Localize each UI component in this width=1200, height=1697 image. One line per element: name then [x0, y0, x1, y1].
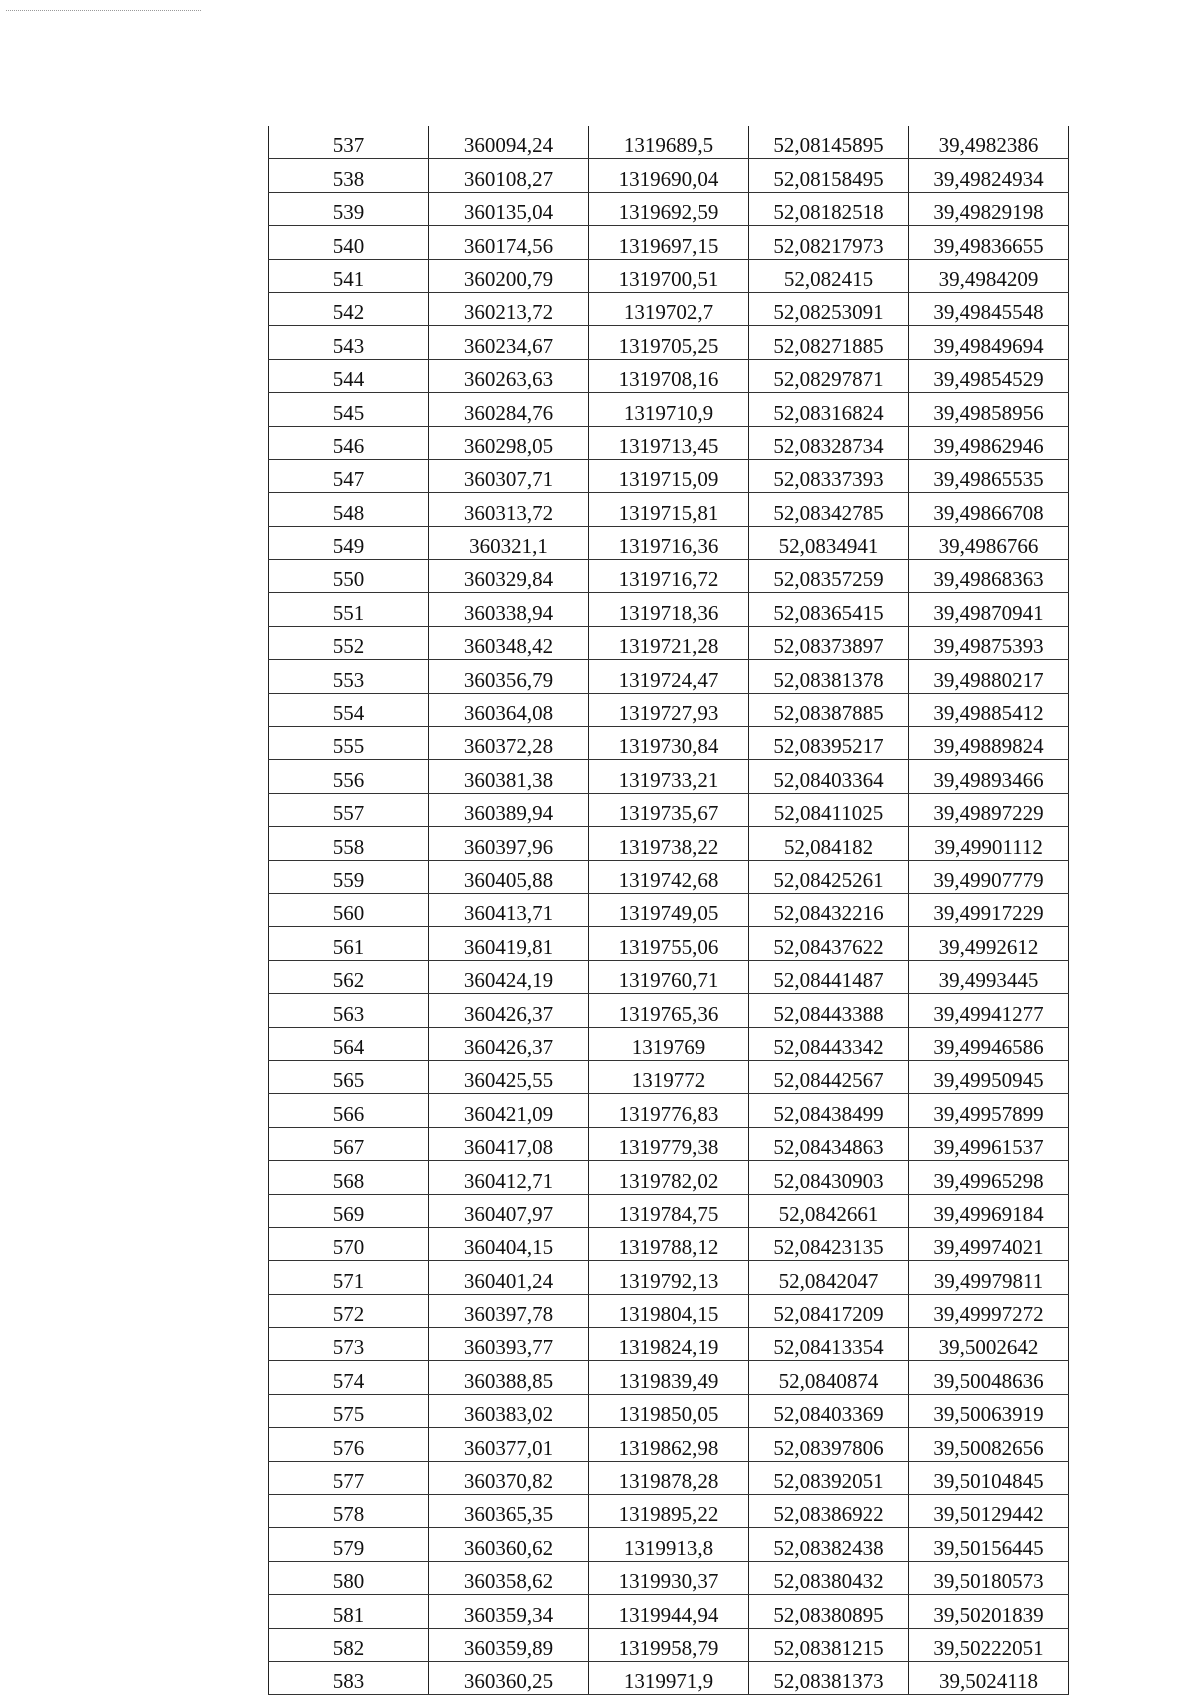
y-coordinate-cell: 1319792,13	[589, 1261, 749, 1294]
table-row	[269, 1328, 1069, 1361]
point-number-cell: 581	[269, 1595, 429, 1628]
longitude-cell: 39,50063919	[909, 1394, 1069, 1427]
table-row	[269, 560, 1069, 593]
table-row	[269, 459, 1069, 492]
point-number-cell: 563	[269, 994, 429, 1027]
point-number-cell: 547	[269, 459, 429, 492]
table-row	[269, 426, 1069, 459]
y-coordinate-cell: 1319713,45	[589, 426, 749, 459]
point-number-cell: 544	[269, 359, 429, 392]
longitude-cell: 39,49849694	[909, 326, 1069, 359]
longitude-cell: 39,49880217	[909, 660, 1069, 693]
point-number-cell: 537	[269, 126, 429, 159]
table-row	[269, 1428, 1069, 1461]
table-row	[269, 393, 1069, 426]
coordinates-table-body	[269, 126, 1069, 1695]
x-coordinate-cell: 360329,84	[429, 560, 589, 593]
point-number-cell: 548	[269, 493, 429, 526]
table-row	[269, 1161, 1069, 1194]
y-coordinate-cell: 1319689,5	[589, 126, 749, 159]
y-coordinate-cell: 1319913,8	[589, 1528, 749, 1561]
longitude-cell: 39,49897229	[909, 793, 1069, 826]
table-row	[269, 1127, 1069, 1160]
longitude-cell: 39,49961537	[909, 1127, 1069, 1160]
point-number-cell: 579	[269, 1528, 429, 1561]
x-coordinate-cell: 360094,24	[429, 126, 589, 159]
x-coordinate-cell: 360389,94	[429, 793, 589, 826]
y-coordinate-cell: 1319733,21	[589, 760, 749, 793]
point-number-cell: 540	[269, 226, 429, 259]
latitude-cell: 52,08432216	[749, 893, 909, 926]
longitude-cell: 39,49885412	[909, 693, 1069, 726]
latitude-cell: 52,08411025	[749, 793, 909, 826]
longitude-cell: 39,4984209	[909, 259, 1069, 292]
point-number-cell: 574	[269, 1361, 429, 1394]
y-coordinate-cell: 1319742,68	[589, 860, 749, 893]
coordinates-table	[268, 126, 1069, 1695]
y-coordinate-cell: 1319850,05	[589, 1394, 749, 1427]
latitude-cell: 52,08434863	[749, 1127, 909, 1160]
longitude-cell: 39,49865535	[909, 459, 1069, 492]
point-number-cell: 558	[269, 827, 429, 860]
table-row	[269, 226, 1069, 259]
x-coordinate-cell: 360298,05	[429, 426, 589, 459]
point-number-cell: 566	[269, 1094, 429, 1127]
longitude-cell: 39,4982386	[909, 126, 1069, 159]
x-coordinate-cell: 360360,62	[429, 1528, 589, 1561]
y-coordinate-cell: 1319727,93	[589, 693, 749, 726]
y-coordinate-cell: 1319705,25	[589, 326, 749, 359]
y-coordinate-cell: 1319930,37	[589, 1561, 749, 1594]
x-coordinate-cell: 360360,25	[429, 1661, 589, 1694]
x-coordinate-cell: 360426,37	[429, 1027, 589, 1060]
longitude-cell: 39,49917229	[909, 893, 1069, 926]
longitude-cell: 39,49889824	[909, 727, 1069, 760]
table-row	[269, 1495, 1069, 1528]
x-coordinate-cell: 360135,04	[429, 192, 589, 225]
point-number-cell: 562	[269, 960, 429, 993]
y-coordinate-cell: 1319782,02	[589, 1161, 749, 1194]
x-coordinate-cell: 360321,1	[429, 526, 589, 559]
longitude-cell: 39,49870941	[909, 593, 1069, 626]
x-coordinate-cell: 360174,56	[429, 226, 589, 259]
table-row	[269, 1461, 1069, 1494]
table-row	[269, 1628, 1069, 1661]
latitude-cell: 52,08430903	[749, 1161, 909, 1194]
table-row	[269, 793, 1069, 826]
table-row	[269, 760, 1069, 793]
longitude-cell: 39,49836655	[909, 226, 1069, 259]
latitude-cell: 52,08373897	[749, 626, 909, 659]
latitude-cell: 52,08392051	[749, 1461, 909, 1494]
y-coordinate-cell: 1319784,75	[589, 1194, 749, 1227]
longitude-cell: 39,49907779	[909, 860, 1069, 893]
x-coordinate-cell: 360200,79	[429, 259, 589, 292]
point-number-cell: 552	[269, 626, 429, 659]
y-coordinate-cell: 1319788,12	[589, 1227, 749, 1260]
x-coordinate-cell: 360372,28	[429, 727, 589, 760]
table-row	[269, 159, 1069, 192]
table-row	[269, 1294, 1069, 1327]
y-coordinate-cell: 1319716,36	[589, 526, 749, 559]
latitude-cell: 52,08442567	[749, 1060, 909, 1093]
y-coordinate-cell: 1319716,72	[589, 560, 749, 593]
x-coordinate-cell: 360348,42	[429, 626, 589, 659]
latitude-cell: 52,08158495	[749, 159, 909, 192]
point-number-cell: 572	[269, 1294, 429, 1327]
x-coordinate-cell: 360425,55	[429, 1060, 589, 1093]
longitude-cell: 39,50104845	[909, 1461, 1069, 1494]
table-row	[269, 827, 1069, 860]
longitude-cell: 39,49893466	[909, 760, 1069, 793]
latitude-cell: 52,08381215	[749, 1628, 909, 1661]
table-row	[269, 1027, 1069, 1060]
longitude-cell: 39,4993445	[909, 960, 1069, 993]
y-coordinate-cell: 1319878,28	[589, 1461, 749, 1494]
x-coordinate-cell: 360108,27	[429, 159, 589, 192]
point-number-cell: 582	[269, 1628, 429, 1661]
table-row	[269, 1261, 1069, 1294]
latitude-cell: 52,08217973	[749, 226, 909, 259]
point-number-cell: 554	[269, 693, 429, 726]
longitude-cell: 39,4986766	[909, 526, 1069, 559]
latitude-cell: 52,08380432	[749, 1561, 909, 1594]
y-coordinate-cell: 1319895,22	[589, 1495, 749, 1528]
point-number-cell: 569	[269, 1194, 429, 1227]
longitude-cell: 39,49941277	[909, 994, 1069, 1027]
y-coordinate-cell: 1319710,9	[589, 393, 749, 426]
point-number-cell: 578	[269, 1495, 429, 1528]
longitude-cell: 39,49862946	[909, 426, 1069, 459]
point-number-cell: 541	[269, 259, 429, 292]
x-coordinate-cell: 360365,35	[429, 1495, 589, 1528]
table-row	[269, 259, 1069, 292]
point-number-cell: 538	[269, 159, 429, 192]
x-coordinate-cell: 360356,79	[429, 660, 589, 693]
table-row	[269, 994, 1069, 1027]
latitude-cell: 52,08417209	[749, 1294, 909, 1327]
x-coordinate-cell: 360404,15	[429, 1227, 589, 1260]
x-coordinate-cell: 360405,88	[429, 860, 589, 893]
x-coordinate-cell: 360424,19	[429, 960, 589, 993]
longitude-cell: 39,50048636	[909, 1361, 1069, 1394]
y-coordinate-cell: 1319769	[589, 1027, 749, 1060]
latitude-cell: 52,08297871	[749, 359, 909, 392]
table-row	[269, 1361, 1069, 1394]
longitude-cell: 39,49854529	[909, 359, 1069, 392]
point-number-cell: 545	[269, 393, 429, 426]
x-coordinate-cell: 360370,82	[429, 1461, 589, 1494]
latitude-cell: 52,08328734	[749, 426, 909, 459]
table-row	[269, 1194, 1069, 1227]
x-coordinate-cell: 360426,37	[429, 994, 589, 1027]
x-coordinate-cell: 360284,76	[429, 393, 589, 426]
table-row	[269, 326, 1069, 359]
point-number-cell: 557	[269, 793, 429, 826]
table-row	[269, 660, 1069, 693]
longitude-cell: 39,49997272	[909, 1294, 1069, 1327]
table-row	[269, 1661, 1069, 1694]
point-number-cell: 551	[269, 593, 429, 626]
point-number-cell: 543	[269, 326, 429, 359]
latitude-cell: 52,08413354	[749, 1328, 909, 1361]
longitude-cell: 39,49866708	[909, 493, 1069, 526]
point-number-cell: 555	[269, 727, 429, 760]
latitude-cell: 52,08182518	[749, 192, 909, 225]
y-coordinate-cell: 1319715,81	[589, 493, 749, 526]
table-row	[269, 126, 1069, 159]
table-row	[269, 860, 1069, 893]
latitude-cell: 52,08403369	[749, 1394, 909, 1427]
longitude-cell: 39,49950945	[909, 1060, 1069, 1093]
table-row	[269, 192, 1069, 225]
x-coordinate-cell: 360417,08	[429, 1127, 589, 1160]
latitude-cell: 52,08145895	[749, 126, 909, 159]
y-coordinate-cell: 1319779,38	[589, 1127, 749, 1160]
longitude-cell: 39,49979811	[909, 1261, 1069, 1294]
point-number-cell: 556	[269, 760, 429, 793]
point-number-cell: 568	[269, 1161, 429, 1194]
point-number-cell: 565	[269, 1060, 429, 1093]
point-number-cell: 573	[269, 1328, 429, 1361]
latitude-cell: 52,08437622	[749, 927, 909, 960]
latitude-cell: 52,08397806	[749, 1428, 909, 1461]
latitude-cell: 52,0834941	[749, 526, 909, 559]
point-number-cell: 553	[269, 660, 429, 693]
table-row	[269, 1561, 1069, 1594]
table-row	[269, 960, 1069, 993]
longitude-cell: 39,49957899	[909, 1094, 1069, 1127]
x-coordinate-cell: 360377,01	[429, 1428, 589, 1461]
point-number-cell: 571	[269, 1261, 429, 1294]
longitude-cell: 39,49845548	[909, 292, 1069, 325]
y-coordinate-cell: 1319971,9	[589, 1661, 749, 1694]
longitude-cell: 39,49969184	[909, 1194, 1069, 1227]
longitude-cell: 39,49875393	[909, 626, 1069, 659]
point-number-cell: 542	[269, 292, 429, 325]
latitude-cell: 52,08381378	[749, 660, 909, 693]
latitude-cell: 52,08386922	[749, 1495, 909, 1528]
table-row	[269, 1394, 1069, 1427]
point-number-cell: 576	[269, 1428, 429, 1461]
y-coordinate-cell: 1319721,28	[589, 626, 749, 659]
longitude-cell: 39,49974021	[909, 1227, 1069, 1260]
table-row	[269, 626, 1069, 659]
y-coordinate-cell: 1319697,15	[589, 226, 749, 259]
latitude-cell: 52,08365415	[749, 593, 909, 626]
y-coordinate-cell: 1319738,22	[589, 827, 749, 860]
point-number-cell: 583	[269, 1661, 429, 1694]
y-coordinate-cell: 1319772	[589, 1060, 749, 1093]
table-row	[269, 493, 1069, 526]
longitude-cell: 39,4992612	[909, 927, 1069, 960]
table-row	[269, 1595, 1069, 1628]
longitude-cell: 39,49901112	[909, 827, 1069, 860]
x-coordinate-cell: 360407,97	[429, 1194, 589, 1227]
scan-artifact-line	[6, 10, 201, 11]
x-coordinate-cell: 360234,67	[429, 326, 589, 359]
latitude-cell: 52,082415	[749, 259, 909, 292]
y-coordinate-cell: 1319690,04	[589, 159, 749, 192]
y-coordinate-cell: 1319708,16	[589, 359, 749, 392]
latitude-cell: 52,0840874	[749, 1361, 909, 1394]
latitude-cell: 52,08403364	[749, 760, 909, 793]
point-number-cell: 577	[269, 1461, 429, 1494]
latitude-cell: 52,08381373	[749, 1661, 909, 1694]
y-coordinate-cell: 1319944,94	[589, 1595, 749, 1628]
latitude-cell: 52,08423135	[749, 1227, 909, 1260]
y-coordinate-cell: 1319735,67	[589, 793, 749, 826]
y-coordinate-cell: 1319760,71	[589, 960, 749, 993]
longitude-cell: 39,49946586	[909, 1027, 1069, 1060]
point-number-cell: 546	[269, 426, 429, 459]
x-coordinate-cell: 360307,71	[429, 459, 589, 492]
y-coordinate-cell: 1319700,51	[589, 259, 749, 292]
latitude-cell: 52,0842047	[749, 1261, 909, 1294]
latitude-cell: 52,08443388	[749, 994, 909, 1027]
longitude-cell: 39,50201839	[909, 1595, 1069, 1628]
y-coordinate-cell: 1319730,84	[589, 727, 749, 760]
latitude-cell: 52,0842661	[749, 1194, 909, 1227]
x-coordinate-cell: 360338,94	[429, 593, 589, 626]
x-coordinate-cell: 360393,77	[429, 1328, 589, 1361]
x-coordinate-cell: 360263,63	[429, 359, 589, 392]
x-coordinate-cell: 360401,24	[429, 1261, 589, 1294]
point-number-cell: 580	[269, 1561, 429, 1594]
table-row	[269, 1060, 1069, 1093]
x-coordinate-cell: 360421,09	[429, 1094, 589, 1127]
point-number-cell: 560	[269, 893, 429, 926]
x-coordinate-cell: 360213,72	[429, 292, 589, 325]
point-number-cell: 549	[269, 526, 429, 559]
longitude-cell: 39,5024118	[909, 1661, 1069, 1694]
point-number-cell: 561	[269, 927, 429, 960]
latitude-cell: 52,08425261	[749, 860, 909, 893]
latitude-cell: 52,084182	[749, 827, 909, 860]
latitude-cell: 52,08443342	[749, 1027, 909, 1060]
table-row	[269, 693, 1069, 726]
latitude-cell: 52,08387885	[749, 693, 909, 726]
latitude-cell: 52,08253091	[749, 292, 909, 325]
point-number-cell: 559	[269, 860, 429, 893]
point-number-cell: 567	[269, 1127, 429, 1160]
table-row	[269, 893, 1069, 926]
latitude-cell: 52,08316824	[749, 393, 909, 426]
point-number-cell: 570	[269, 1227, 429, 1260]
latitude-cell: 52,08438499	[749, 1094, 909, 1127]
y-coordinate-cell: 1319804,15	[589, 1294, 749, 1327]
x-coordinate-cell: 360413,71	[429, 893, 589, 926]
latitude-cell: 52,08337393	[749, 459, 909, 492]
x-coordinate-cell: 360397,78	[429, 1294, 589, 1327]
y-coordinate-cell: 1319715,09	[589, 459, 749, 492]
point-number-cell: 564	[269, 1027, 429, 1060]
table-row	[269, 1094, 1069, 1127]
x-coordinate-cell: 360419,81	[429, 927, 589, 960]
y-coordinate-cell: 1319718,36	[589, 593, 749, 626]
table-row	[269, 1227, 1069, 1260]
longitude-cell: 39,49824934	[909, 159, 1069, 192]
x-coordinate-cell: 360313,72	[429, 493, 589, 526]
table-row	[269, 359, 1069, 392]
longitude-cell: 39,49868363	[909, 560, 1069, 593]
y-coordinate-cell: 1319958,79	[589, 1628, 749, 1661]
y-coordinate-cell: 1319692,59	[589, 192, 749, 225]
latitude-cell: 52,08271885	[749, 326, 909, 359]
y-coordinate-cell: 1319862,98	[589, 1428, 749, 1461]
y-coordinate-cell: 1319749,05	[589, 893, 749, 926]
table-row	[269, 593, 1069, 626]
table-row	[269, 1528, 1069, 1561]
x-coordinate-cell: 360359,89	[429, 1628, 589, 1661]
y-coordinate-cell: 1319702,7	[589, 292, 749, 325]
y-coordinate-cell: 1319824,19	[589, 1328, 749, 1361]
point-number-cell: 575	[269, 1394, 429, 1427]
table-row	[269, 526, 1069, 559]
latitude-cell: 52,08382438	[749, 1528, 909, 1561]
x-coordinate-cell: 360358,62	[429, 1561, 589, 1594]
latitude-cell: 52,08380895	[749, 1595, 909, 1628]
latitude-cell: 52,08357259	[749, 560, 909, 593]
latitude-cell: 52,08441487	[749, 960, 909, 993]
x-coordinate-cell: 360359,34	[429, 1595, 589, 1628]
table-row	[269, 292, 1069, 325]
table-row	[269, 927, 1069, 960]
x-coordinate-cell: 360383,02	[429, 1394, 589, 1427]
longitude-cell: 39,49858956	[909, 393, 1069, 426]
x-coordinate-cell: 360397,96	[429, 827, 589, 860]
y-coordinate-cell: 1319755,06	[589, 927, 749, 960]
longitude-cell: 39,49965298	[909, 1161, 1069, 1194]
y-coordinate-cell: 1319776,83	[589, 1094, 749, 1127]
point-number-cell: 550	[269, 560, 429, 593]
point-number-cell: 539	[269, 192, 429, 225]
table-row	[269, 727, 1069, 760]
y-coordinate-cell: 1319839,49	[589, 1361, 749, 1394]
longitude-cell: 39,50129442	[909, 1495, 1069, 1528]
longitude-cell: 39,50082656	[909, 1428, 1069, 1461]
x-coordinate-cell: 360412,71	[429, 1161, 589, 1194]
latitude-cell: 52,08342785	[749, 493, 909, 526]
latitude-cell: 52,08395217	[749, 727, 909, 760]
longitude-cell: 39,50156445	[909, 1528, 1069, 1561]
x-coordinate-cell: 360381,38	[429, 760, 589, 793]
y-coordinate-cell: 1319765,36	[589, 994, 749, 1027]
x-coordinate-cell: 360388,85	[429, 1361, 589, 1394]
longitude-cell: 39,50222051	[909, 1628, 1069, 1661]
longitude-cell: 39,5002642	[909, 1328, 1069, 1361]
longitude-cell: 39,49829198	[909, 192, 1069, 225]
y-coordinate-cell: 1319724,47	[589, 660, 749, 693]
x-coordinate-cell: 360364,08	[429, 693, 589, 726]
longitude-cell: 39,50180573	[909, 1561, 1069, 1594]
